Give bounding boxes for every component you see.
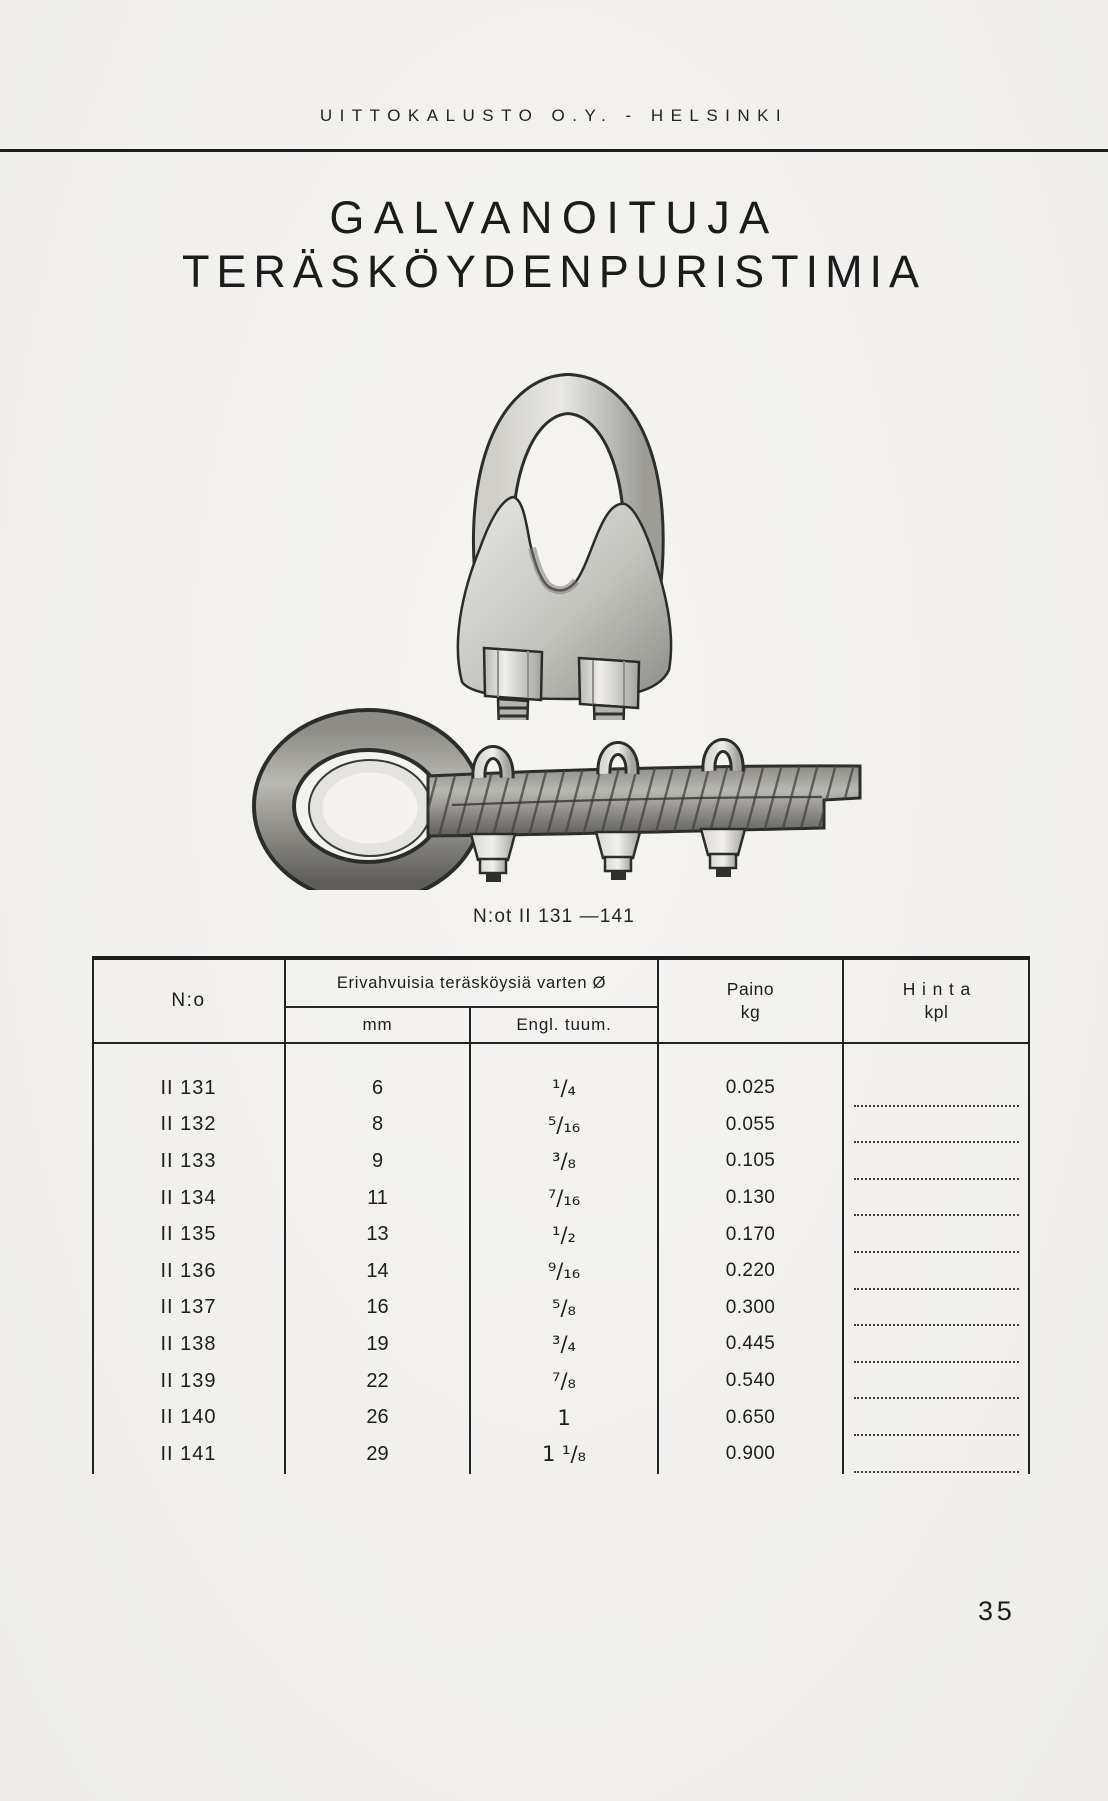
price-dotted-line (854, 1410, 1019, 1436)
cell-mm: 22 (366, 1369, 389, 1392)
cell-price (843, 1326, 1030, 1363)
cell-mm: 9 (371, 1149, 384, 1172)
cell-mm: 13 (366, 1223, 389, 1246)
cell-weight: 0.170 (725, 1223, 776, 1245)
header-weight-unit: kg (740, 1002, 761, 1022)
cell-price (843, 1216, 1030, 1253)
cell-price (843, 1107, 1030, 1144)
cell-no: II 139 (160, 1369, 217, 1392)
cell-inch: ³/₄ (552, 1332, 576, 1357)
cell-no: II 134 (160, 1186, 217, 1209)
cell-no: II 138 (160, 1332, 217, 1355)
table-row (92, 1180, 1030, 1217)
cell-no: II 140 (160, 1406, 217, 1429)
figure-caption: N:ot II 131 —141 (473, 906, 635, 927)
cell-price (843, 1070, 1030, 1107)
cell-weight: 0.025 (725, 1077, 776, 1099)
table-row (92, 1399, 1030, 1436)
cell-no: II 131 (160, 1076, 217, 1099)
price-dotted-line (854, 1227, 1019, 1253)
cell-price (843, 1363, 1030, 1400)
price-dotted-line (854, 1337, 1019, 1363)
header-no: N:o (171, 990, 206, 1011)
cell-inch: ⁵/₁₆ (547, 1112, 581, 1137)
cell-weight: 0.055 (725, 1113, 776, 1135)
cell-inch: ³/₈ (552, 1149, 576, 1174)
price-dotted-line (854, 1081, 1019, 1107)
table-row (92, 1107, 1030, 1144)
cell-mm: 6 (371, 1076, 384, 1099)
company-header: UITTOKALUSTO O.Y. - HELSINKI (319, 106, 789, 125)
table-row (92, 1143, 1030, 1180)
cell-inch: 1 ¹/₈ (542, 1442, 586, 1467)
cell-weight: 0.445 (725, 1333, 776, 1355)
cell-price (843, 1399, 1030, 1436)
price-dotted-line (854, 1117, 1019, 1143)
rope-illustration (222, 628, 886, 890)
price-dotted-line (854, 1447, 1019, 1473)
cell-mm: 16 (366, 1296, 389, 1319)
header-weight-label: Paino (726, 979, 775, 999)
price-dotted-line (854, 1300, 1019, 1326)
header-price-label: Hinta (902, 979, 977, 999)
cell-weight: 0.650 (725, 1406, 776, 1428)
cell-inch: ⁷/₈ (552, 1369, 576, 1394)
header-mm: mm (362, 1015, 393, 1034)
price-dotted-line (854, 1373, 1019, 1399)
header-price (843, 960, 1030, 1042)
table-row (92, 1436, 1030, 1473)
cell-weight: 0.540 (725, 1370, 776, 1392)
cell-inch: ⁵/₈ (552, 1295, 576, 1320)
price-dotted-line (854, 1190, 1019, 1216)
page-title-line-2: TERÄSKÖYDENPURISTIMIA (181, 246, 927, 297)
header-weight (658, 960, 843, 1042)
cell-price (843, 1180, 1030, 1217)
table-header (92, 960, 1030, 1042)
header-diameter-label: Erivahvuisia teräsköysiä varten Ø (285, 960, 658, 1008)
table-row (92, 1253, 1030, 1290)
cell-mm: 14 (366, 1259, 389, 1282)
cell-mm: 19 (366, 1332, 389, 1355)
table-row (92, 1326, 1030, 1363)
cell-no: II 141 (160, 1442, 217, 1465)
cell-weight: 0.105 (725, 1150, 776, 1172)
price-dotted-line (854, 1264, 1019, 1290)
cell-inch: ¹/₂ (552, 1222, 576, 1247)
cell-inch: ⁷/₁₆ (547, 1186, 581, 1211)
cell-no: II 133 (160, 1149, 217, 1172)
cell-weight: 0.900 (725, 1443, 776, 1465)
header-inch: Engl. tuum. (516, 1015, 612, 1034)
table-row (92, 1290, 1030, 1327)
table-row (92, 1070, 1030, 1107)
cell-weight: 0.130 (725, 1187, 776, 1209)
cell-weight: 0.300 (725, 1296, 776, 1318)
table-row (92, 1363, 1030, 1400)
price-dotted-line (854, 1154, 1019, 1180)
cell-no: II 137 (160, 1296, 217, 1319)
cell-inch: ¹/₄ (552, 1076, 576, 1101)
page-title-line-1: GALVANOITUJA (329, 192, 779, 243)
table-row (92, 1216, 1030, 1253)
cell-no: II 135 (160, 1223, 217, 1246)
cell-price (843, 1143, 1030, 1180)
header-price-unit: kpl (924, 1002, 949, 1022)
cell-mm: 11 (367, 1186, 388, 1209)
cell-mm: 26 (366, 1406, 389, 1429)
cell-weight: 0.220 (725, 1260, 776, 1282)
page-number: 35 (978, 1596, 1016, 1626)
cell-mm: 8 (371, 1113, 384, 1136)
cell-price (843, 1253, 1030, 1290)
cell-inch: 1 (557, 1405, 571, 1430)
cell-price (843, 1290, 1030, 1327)
cell-price (843, 1436, 1030, 1473)
cell-mm: 29 (366, 1442, 389, 1465)
cell-no: II 132 (160, 1113, 217, 1136)
cell-no: II 136 (160, 1259, 217, 1282)
products-table (92, 956, 1030, 1474)
header-diameter-group (285, 960, 658, 1042)
cell-inch: ⁹/₁₆ (547, 1259, 581, 1284)
table-body (92, 1044, 1030, 1474)
header-rule (0, 149, 1108, 152)
